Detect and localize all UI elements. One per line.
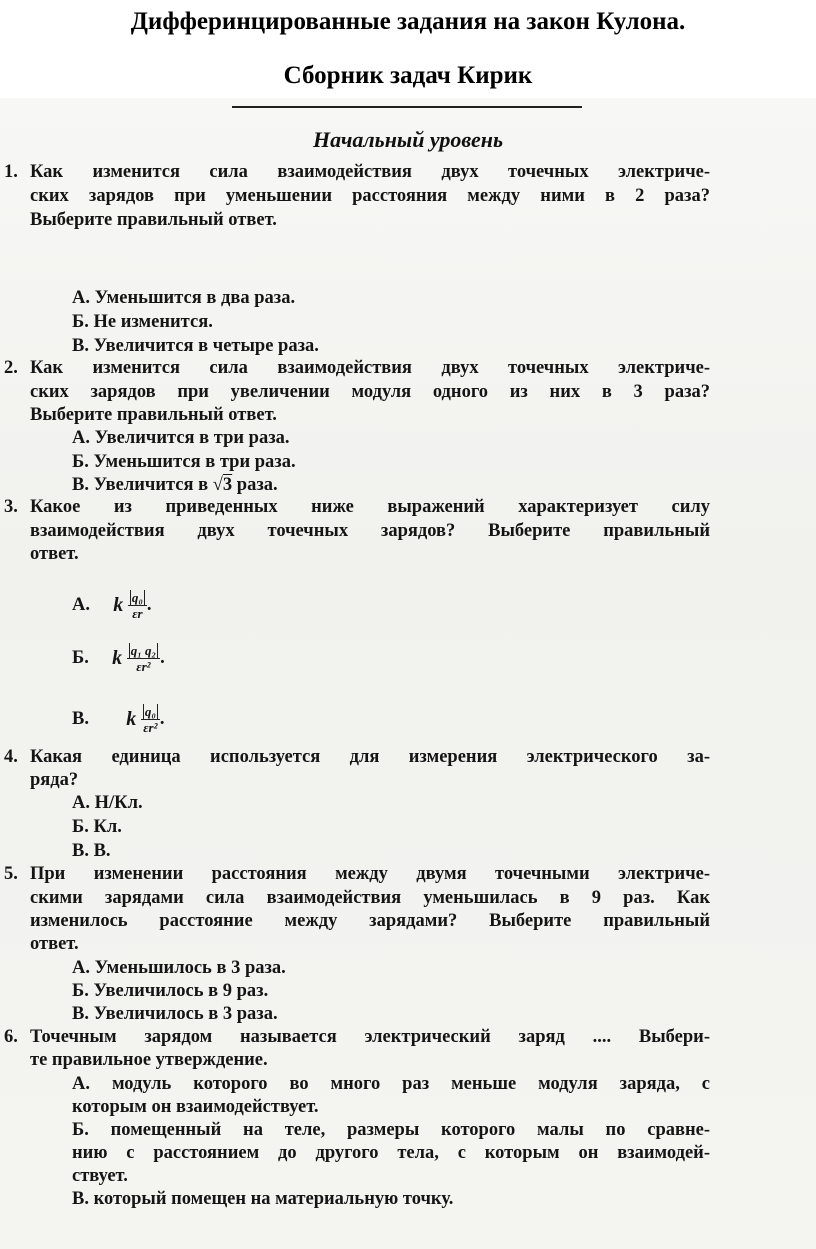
answer-option-formula: В. k $\frac{\text{q₀}}{\text{εr²}}$ . [72,704,165,735]
question-text-line: взаимодействия двух точечных зарядов? Выберите правильный [30,521,710,541]
answer-option-continued: нию с расстоянием до другого тела, с которым он взаимодей- [72,1143,710,1163]
question-number: 1. [4,162,18,182]
answer-option: А. модуль которого во много раз меньше модуля заряда, с [72,1074,711,1094]
section-title: Начальный уровень [313,127,503,152]
answer-option-formula: А. k $\frac{\text{q₀}}{\varepsilon r}$ . [72,590,152,621]
document-title: Дифферинцированные задания на закон Кулона. [130,8,686,35]
question-text-line: ответ. [30,544,79,564]
answer-option: Б. Уменьшится в три раза. [72,452,296,472]
question-number: 4. [4,747,18,767]
answer-option: А. Увеличится в три раза. [72,428,290,448]
sqrt-symbol: √3 [212,475,233,495]
question-text-line: ских зарядов при увеличении модуля одного из них в 3 раза? [30,382,710,402]
question-number: 2. [4,358,18,378]
answer-option: Б. Кл. [72,817,122,837]
question-number: 6. [4,1027,18,1047]
answer-option: А. Н/Кл. [72,793,143,813]
question-text-line: ответ. [30,934,79,954]
question-text-line: ских зарядов при уменьшении расстояния между ними в 2 раза? [30,186,710,206]
answer-option: А. Уменьшится в два раза. [72,288,296,308]
question-text-line: скими зарядами сила взаимодействия уменьшилась в 9 раз. Как [30,888,710,908]
question-text-line: изменилось расстояние между зарядами? Выберите правильный [30,911,710,931]
answer-option: Б. Не изменится. [72,312,213,332]
document-subtitle: Сборник задач Кирик [283,62,533,89]
answer-option-continued: ствует. [72,1166,128,1186]
question-text-line: Точечным зарядом называется электрический заряд .... Выбери- [30,1027,710,1047]
question-text-line: При изменении расстояния между двумя точечными электриче- [30,864,710,884]
question-text-line: Как изменится сила взаимодействия двух точечных электриче- [30,358,710,378]
answer-option-formula: Б. k $\frac{\text{q₁ q₂}}{\text{εr²}}$ . [72,643,165,674]
answer-option: В. Увеличится в четыре раза. [72,336,319,356]
answer-option: Б. помещенный на теле, размеры которого малы по сравне- [72,1120,711,1140]
answer-option: В. Увеличится в √3 раза. [72,475,278,495]
question-text-line: Выберите правильный ответ. [30,210,277,230]
question-text-line: Какое из приведенных ниже выражений характеризует силу [30,497,710,517]
answer-option: В. который помещен на материальную точку. [72,1189,454,1209]
question-text-line: Как изменится сила взаимодействия двух точечных электриче- [30,162,710,182]
question-text-line: Какая единица используется для измерения электрического за- [30,747,710,767]
answer-option: Б. Увеличилось в 9 раз. [72,981,269,1001]
answer-option-continued: которым он взаимодействует. [72,1097,319,1117]
header-rule [232,106,582,108]
question-number: 5. [4,864,18,884]
question-number: 3. [4,497,18,517]
answer-option: А. Уменьшилось в 3 раза. [72,958,286,978]
question-text-line: те правильное утверждение. [30,1050,268,1070]
answer-option: В. В. [72,841,111,861]
question-text-line: ряда? [30,770,79,790]
answer-option: В. Увеличилось в 3 раза. [72,1004,278,1024]
question-text-line: Выберите правильный ответ. [30,405,277,425]
